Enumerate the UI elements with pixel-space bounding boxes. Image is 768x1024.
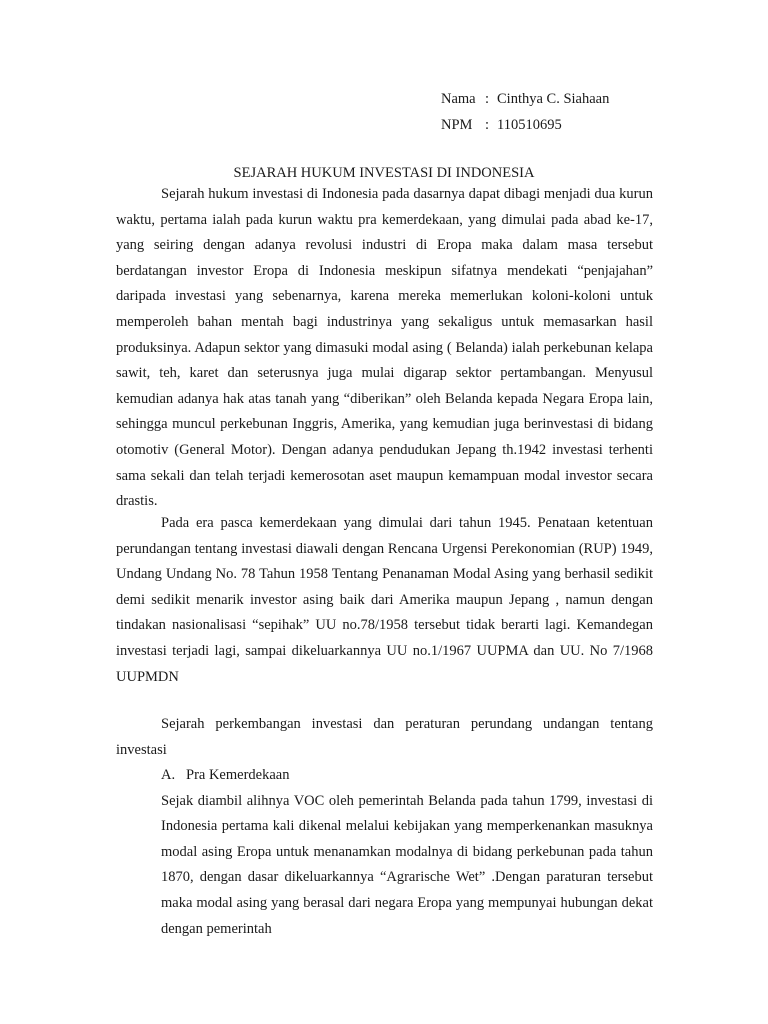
paragraph-pasca-kemerdekaan: [116, 511, 653, 690]
npm-row: [441, 112, 609, 138]
paragraph-text: Sejarah perkembangan investasi dan peraturan perundang undangan tentang investasi: [116, 716, 653, 758]
list-heading: [161, 763, 653, 789]
list-heading-text: Pra Kemerdekaan: [186, 767, 290, 783]
npm-separator: :: [485, 117, 490, 133]
name-label: Nama: [441, 91, 476, 107]
paragraph-text: Pada era pasca kemerdekaan yang dimulai dari tahun 1945. Penataan ketentuan perundangan tentang investasi diawali dengan Rencana Urgensi Perekonomian (RUP) 1949, Undang Undang No. 78 Tahun 1958 Tentang Penanaman Modal Asing yang berhasil sedikit demi sedikit menarik investor asing baik dari Amerika maupun Jepang , namun dengan tindakan nasionalisasi “sepihak” UU no.78/1958 tersebut tidak berarti lagi. Kemandegan investasi terjadi lagi, sampai dikeluarkannya UU no.1/1967 UUPMA dan UU. No 7/1968 UUPMDN: [116, 515, 653, 685]
list-body-text: Sejak diambil alihnya VOC oleh pemerintah Belanda pada tahun 1799, investasi di Indonesia pertama kali dikenal melalui kebijakan yang memperkenankan masuknya modal asing Eropa untuk menanamkan modalnya di bidang perkebunan pada tahun 1870, dengan dasar dikeluarkannya “Agrarische Wet” .Dengan paraturan tersebut maka modal asing yang berasal dari negara Eropa yang mempunyai hubungan dekat dengan pemerintah: [161, 792, 653, 937]
paragraph-pra-kemerdekaan-overview: [116, 182, 653, 515]
paragraph-text: Sejarah hukum investasi di Indonesia pada dasarnya dapat dibagi menjadi dua kurun waktu, pertama ialah pada kurun waktu pra kemerdekaan, yang dimulai pada abad ke-17, yang seiring dengan adanya revolusi industri di Eropa maka dalam masa tersebut berdatangan investor Eropa di Indonesia meskipun sifatnya mendekati “penjajahan” daripada investasi yang sebenarnya, karena mereka memerlukan koloni-koloni untuk memperoleh bahan mentah bagi industrinya yang sekaligus untuk memasarkan hasil produksinya. Adapun sektor yang dimasuki modal asing ( Belanda) ialah perkebunan kelapa sawit, teh, karet dan seterusnya juga mulai digarap sektor pertambangan. Menyusul kemudian adanya hak atas tanah yang “diberikan” oleh Belanda kepada Negara Eropa lain, sehingga muncul perkebunan Inggris, Amerika, yang kemudian juga berinvestasi di bidang otomotiv (General Motor). Dengan adanya pendudukan Jepang th.1942 investasi terhenti sama sekali dan telah terjadi kemerosotan aset maupun kemampuan modal investor secara drastis.: [116, 186, 653, 510]
paragraph-section-intro: [116, 712, 653, 763]
npm-label: NPM: [441, 117, 473, 133]
list-marker: A.: [161, 767, 176, 783]
npm-value: 110510695: [497, 117, 562, 133]
author-info: [441, 86, 609, 138]
name-separator: :: [485, 91, 490, 107]
document-title: SEJARAH HUKUM INVESTASI DI INDONESIA: [233, 165, 535, 181]
name-value: Cinthya C. Siahaan: [497, 91, 610, 107]
list-item: [161, 763, 653, 942]
name-row: [441, 86, 609, 112]
